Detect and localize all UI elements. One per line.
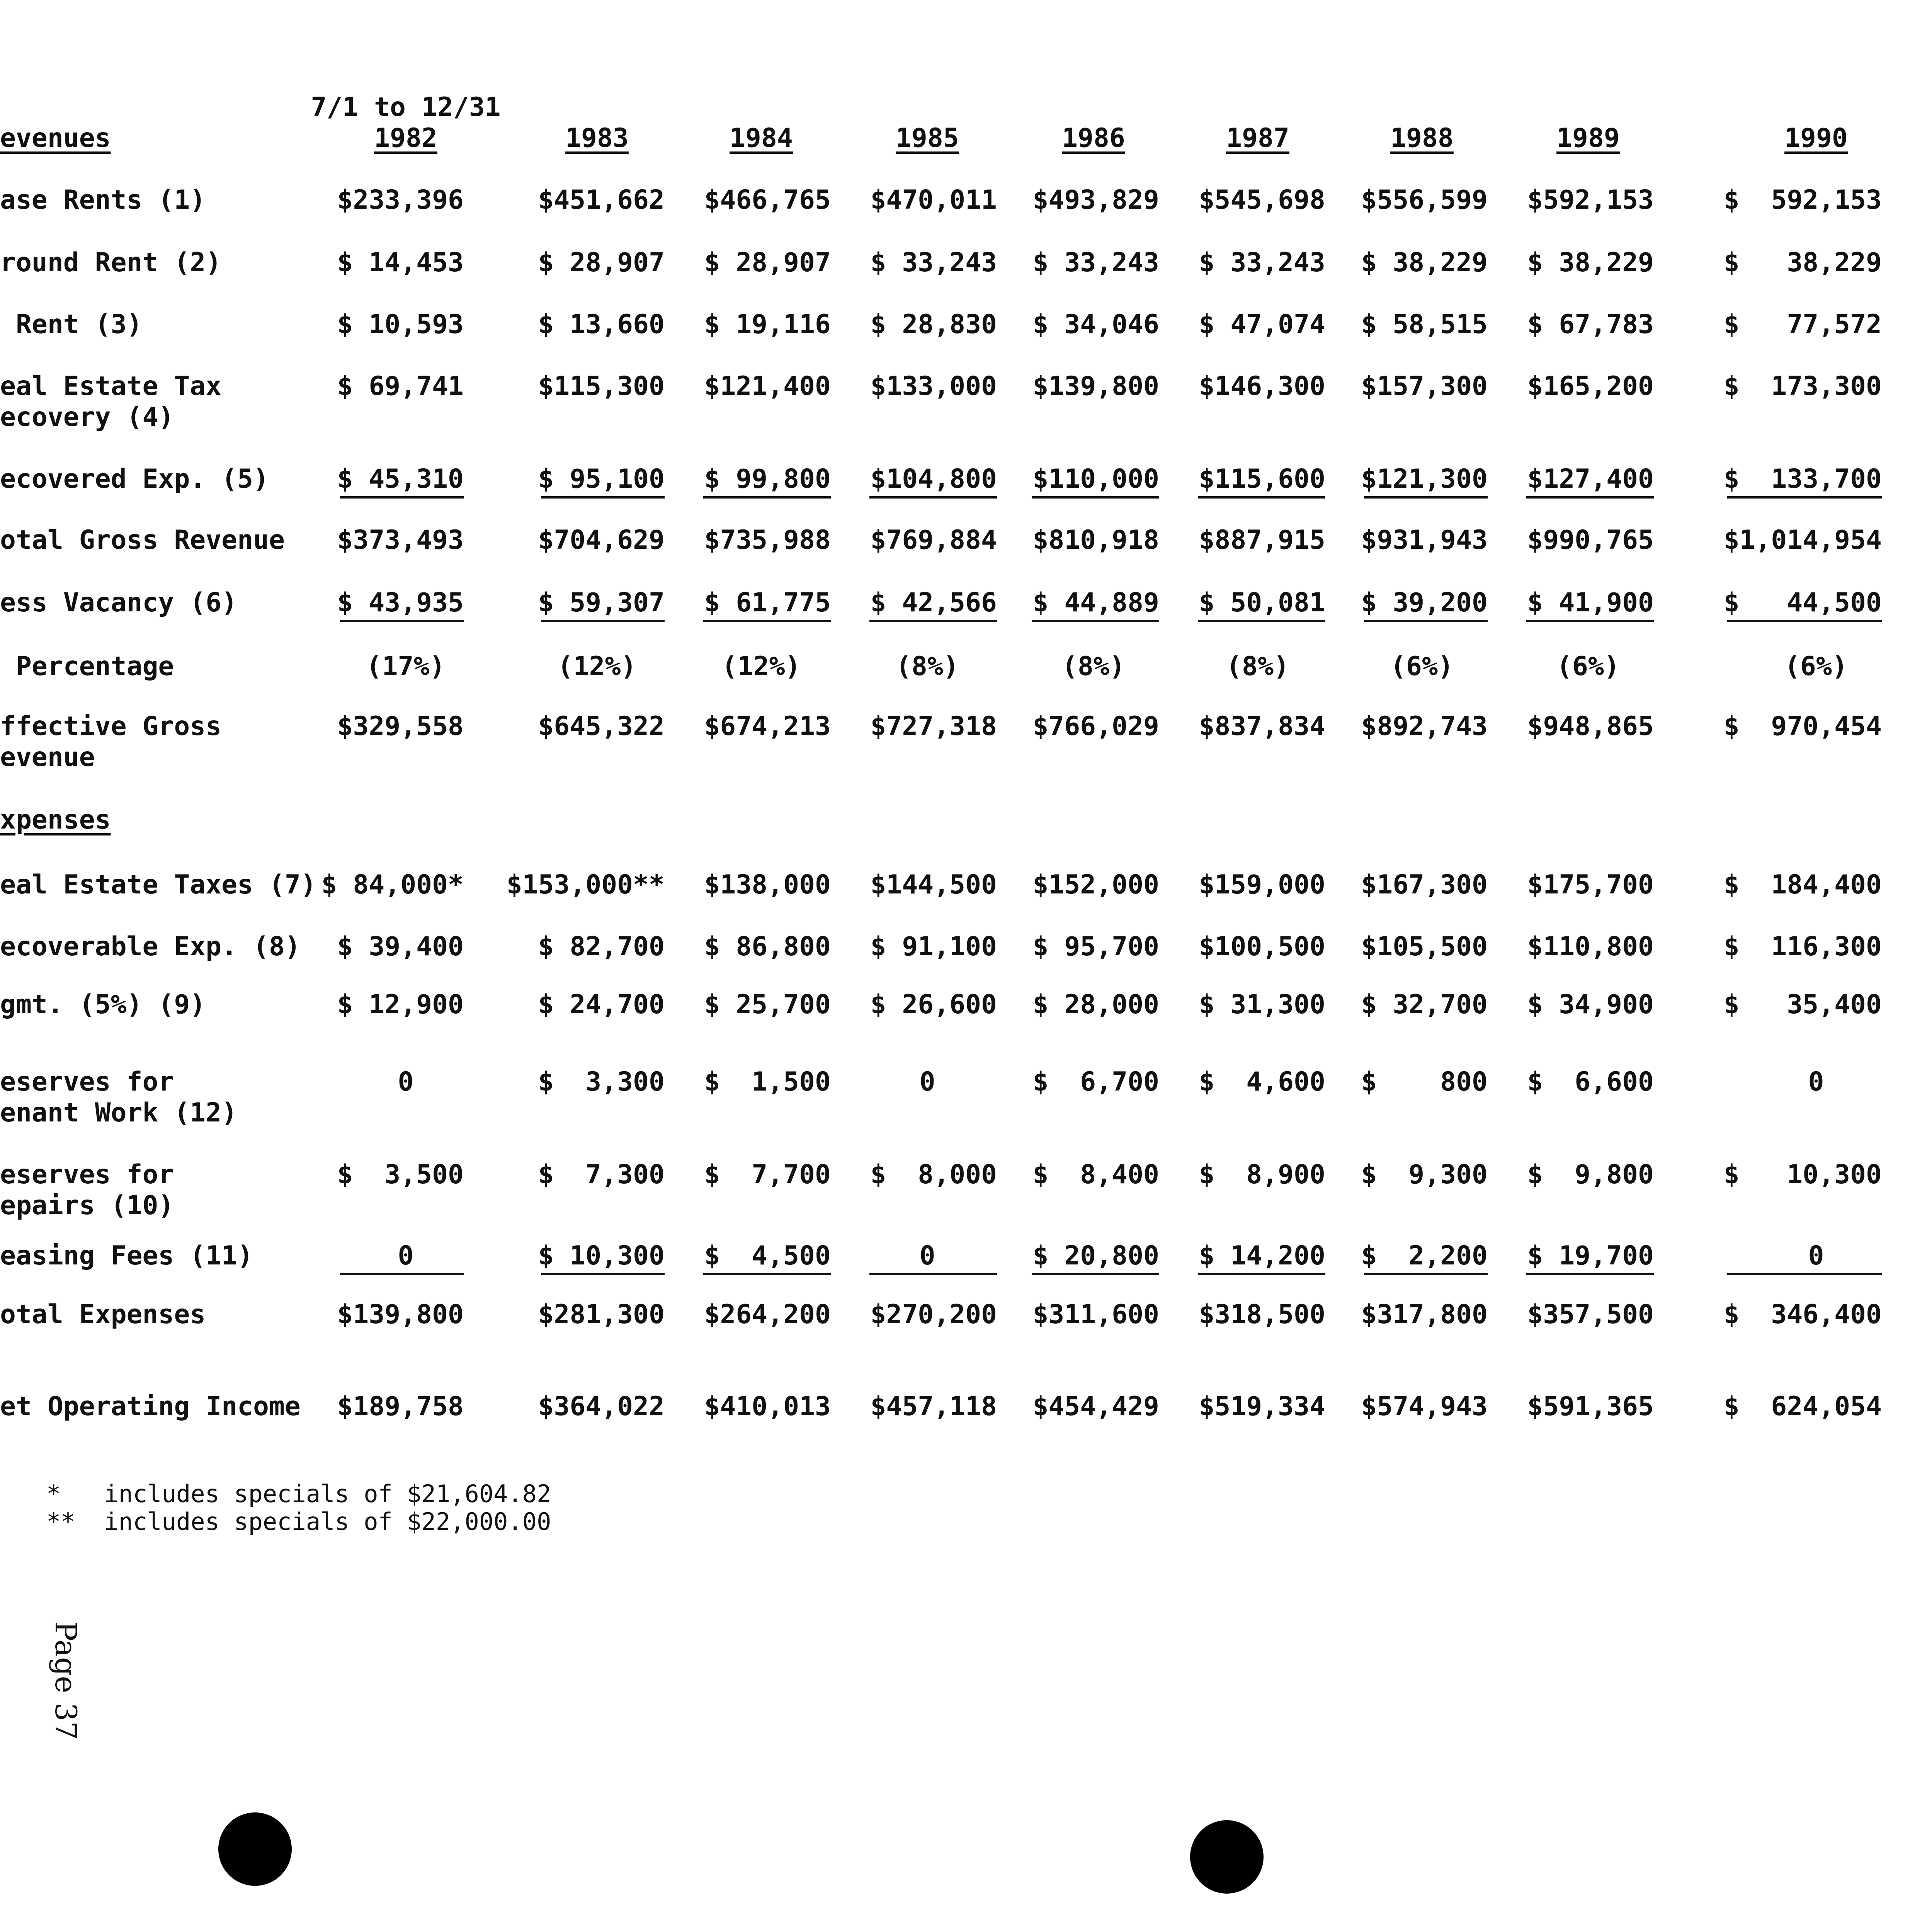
table-cell: $ 44,500 [1723, 587, 1882, 618]
table-cell: $887,915 [1199, 525, 1325, 555]
table-cell: $175,700 [1527, 870, 1654, 900]
table-cell: $ 95,100 [538, 464, 665, 494]
subtotal-rule [541, 496, 665, 499]
subtotal-rule [541, 1273, 665, 1275]
column-header-year: 1986 [1062, 123, 1125, 153]
table-cell: (8%) [1062, 651, 1125, 682]
table-cell: $373,493 [337, 525, 464, 555]
table-cell: $948,865 [1527, 711, 1654, 742]
table-cell: $727,318 [870, 711, 997, 742]
table-cell: $674,213 [704, 711, 831, 742]
binder-hole-left [218, 1812, 292, 1886]
table-cell: $ 14,200 [1199, 1240, 1325, 1271]
table-cell: $ 6,700 [1032, 1067, 1159, 1097]
table-cell: $ 28,907 [704, 247, 831, 278]
table-cell: $493,829 [1032, 185, 1159, 215]
table-cell: $ 31,300 [1199, 989, 1325, 1020]
table-cell: $592,153 [1527, 185, 1654, 215]
table-cell: $ 47,074 [1199, 309, 1325, 340]
table-cell: 0 [398, 1240, 414, 1271]
footnote-1: * includes specials of $21,604.82 [46, 1480, 551, 1508]
table-cell: $ 95,700 [1032, 931, 1159, 962]
table-cell: $115,300 [538, 371, 665, 402]
row-label: easing Fees (11) [0, 1240, 253, 1271]
table-cell: $ 33,243 [870, 247, 997, 278]
table-cell: $574,943 [1361, 1391, 1488, 1422]
table-cell: $ 3,500 [337, 1159, 464, 1190]
table-cell: $100,500 [1199, 931, 1325, 962]
table-cell: $ 32,700 [1361, 989, 1488, 1020]
table-cell: $311,600 [1032, 1299, 1159, 1330]
binder-hole-center [1190, 1820, 1264, 1894]
subtotal-rule [340, 496, 464, 499]
table-cell: $892,743 [1361, 711, 1488, 742]
table-cell: 0 [919, 1240, 935, 1271]
subtotal-rule [1364, 1273, 1488, 1275]
table-cell: 0 [1808, 1067, 1824, 1097]
table-cell: $264,200 [704, 1299, 831, 1330]
table-cell: $138,000 [704, 870, 831, 900]
row-label: otal Expenses [0, 1299, 206, 1330]
table-cell: $ 42,566 [870, 587, 997, 618]
table-cell: $ 38,229 [1527, 247, 1654, 278]
table-cell: $ 77,572 [1723, 309, 1882, 340]
table-cell: $ 67,783 [1527, 309, 1654, 340]
section-heading-revenues: evenues [0, 123, 111, 153]
subtotal-rule [1364, 620, 1488, 622]
table-cell: $ 14,453 [337, 247, 464, 278]
table-cell: $157,300 [1361, 371, 1488, 402]
table-cell: $ 43,935 [337, 587, 464, 618]
table-cell: $ 10,593 [337, 309, 464, 340]
table-cell: $270,200 [870, 1299, 997, 1330]
subtotal-rule [1198, 496, 1325, 499]
table-cell: $ 25,700 [704, 989, 831, 1020]
row-label: eal Estate Tax ecovery (4) [0, 371, 222, 432]
table-cell: $110,000 [1032, 464, 1159, 494]
subtotal-rule [1032, 620, 1159, 622]
table-cell: $ 7,300 [538, 1159, 665, 1190]
table-cell: $ 38,229 [1361, 247, 1488, 278]
table-cell: $410,013 [704, 1391, 831, 1422]
subtotal-rule [703, 1273, 831, 1275]
table-cell: $ 91,100 [870, 931, 997, 962]
column-header-year: 1988 [1390, 123, 1454, 153]
table-cell: $233,396 [337, 185, 464, 215]
footnote-2: ** includes specials of $22,000.00 [46, 1508, 551, 1536]
table-cell: $ 9,800 [1527, 1159, 1654, 1190]
row-label: eserves for epairs (10) [0, 1159, 174, 1221]
table-cell: $457,118 [870, 1391, 997, 1422]
table-cell: $ 39,400 [337, 931, 464, 962]
table-cell: $ 39,200 [1361, 587, 1488, 618]
row-label: round Rent (2) [0, 247, 222, 278]
column-header-year: 1982 [374, 123, 437, 153]
table-cell: $329,558 [337, 711, 464, 742]
table-cell: $ 44,889 [1032, 587, 1159, 618]
table-cell: $ 33,243 [1032, 247, 1159, 278]
table-cell: $105,500 [1361, 931, 1488, 962]
column-header-year: 1989 [1556, 123, 1620, 153]
subtotal-rule [340, 1273, 464, 1275]
subtotal-rule [869, 496, 997, 499]
row-label: ecoverable Exp. (8) [0, 931, 301, 962]
table-cell: $ 26,600 [870, 989, 997, 1020]
table-cell: $ 24,700 [538, 989, 665, 1020]
table-cell: $735,988 [704, 525, 831, 555]
table-cell: $ 1,500 [704, 1067, 831, 1097]
table-cell: (6%) [1556, 651, 1620, 682]
table-cell: $466,765 [704, 185, 831, 215]
table-cell: $545,698 [1199, 185, 1325, 215]
table-cell: $152,000 [1032, 870, 1159, 900]
table-cell: $ 45,310 [337, 464, 464, 494]
subtotal-rule [1727, 496, 1882, 499]
table-cell: $837,834 [1199, 711, 1325, 742]
row-label: Percentage [0, 651, 174, 682]
subtotal-rule [1198, 620, 1325, 622]
table-cell: 0 [398, 1067, 414, 1097]
subtotal-rule [1032, 1273, 1159, 1275]
subtotal-rule [703, 496, 831, 499]
column-header-year: 1990 [1784, 123, 1848, 153]
table-cell: $ 34,046 [1032, 309, 1159, 340]
table-cell: $165,200 [1527, 371, 1654, 402]
table-cell: 0 [919, 1067, 935, 1097]
table-cell: $ 8,000 [870, 1159, 997, 1190]
table-cell: $ 99,800 [704, 464, 831, 494]
table-cell: $ 13,660 [538, 309, 665, 340]
table-cell: $104,800 [870, 464, 997, 494]
subtotal-rule [541, 620, 665, 622]
table-cell: $470,011 [870, 185, 997, 215]
subtotal-rule [1364, 496, 1488, 499]
table-cell: $ 10,300 [1723, 1159, 1882, 1190]
table-cell: $ 33,243 [1199, 247, 1325, 278]
table-cell: $ 28,000 [1032, 989, 1159, 1020]
table-cell: (17%) [366, 651, 446, 682]
table-cell: 0 [1808, 1240, 1824, 1271]
table-cell: $ 8,900 [1199, 1159, 1325, 1190]
subtotal-rule [1727, 620, 1882, 622]
table-cell: (6%) [1390, 651, 1454, 682]
subtotal-rule [1727, 1273, 1882, 1275]
subtotal-rule [703, 620, 831, 622]
table-cell: $ 4,500 [704, 1240, 831, 1271]
table-cell: $ 346,400 [1723, 1299, 1882, 1330]
table-cell: $ 28,830 [870, 309, 997, 340]
row-label: Rent (3) [0, 309, 143, 340]
row-label: ess Vacancy (6) [0, 587, 238, 618]
table-cell: $ 19,116 [704, 309, 831, 340]
table-cell: $133,000 [870, 371, 997, 402]
table-cell: $ 84,000* [321, 870, 464, 900]
row-label: gmt. (5%) (9) [0, 989, 206, 1020]
table-cell: $121,300 [1361, 464, 1488, 494]
subtotal-rule [1526, 496, 1654, 499]
table-cell: $110,800 [1527, 931, 1654, 962]
table-cell: $ 35,400 [1723, 989, 1882, 1020]
row-label: otal Gross Revenue [0, 525, 285, 555]
table-cell: (12%) [721, 651, 801, 682]
table-cell: $ 59,307 [538, 587, 665, 618]
table-cell: $810,918 [1032, 525, 1159, 555]
table-cell: $556,599 [1361, 185, 1488, 215]
table-cell: $153,000** [506, 870, 665, 900]
table-cell: $ 61,775 [704, 587, 831, 618]
subtotal-rule [869, 1273, 997, 1275]
table-cell: $159,000 [1199, 870, 1325, 900]
table-cell: $ 12,900 [337, 989, 464, 1020]
row-label: ase Rents (1) [0, 185, 206, 215]
subtotal-rule [340, 620, 464, 622]
table-cell: $ 20,800 [1032, 1240, 1159, 1271]
table-cell: $769,884 [870, 525, 997, 555]
column-header-year: 1985 [896, 123, 959, 153]
table-cell: $357,500 [1527, 1299, 1654, 1330]
table-cell: (6%) [1784, 651, 1848, 682]
table-cell: $ 19,700 [1527, 1240, 1654, 1271]
column-header-year: 1987 [1226, 123, 1289, 153]
table-cell: $ 7,700 [704, 1159, 831, 1190]
table-cell: $127,400 [1527, 464, 1654, 494]
subtotal-rule [1032, 496, 1159, 499]
table-cell: $ 116,300 [1723, 931, 1882, 962]
table-cell: $ 38,229 [1723, 247, 1882, 278]
table-cell: $704,629 [538, 525, 665, 555]
table-cell: $519,334 [1199, 1391, 1325, 1422]
subtotal-rule [1526, 620, 1654, 622]
column-header-year: 1984 [730, 123, 793, 153]
table-cell: $ 2,200 [1361, 1240, 1488, 1271]
table-cell: $ 69,741 [337, 371, 464, 402]
table-cell: $ 28,907 [538, 247, 665, 278]
table-cell: $ 800 [1361, 1067, 1488, 1097]
table-cell: $146,300 [1199, 371, 1325, 402]
table-cell: $ 970,454 [1723, 711, 1882, 742]
subtotal-rule [1526, 1273, 1654, 1275]
table-cell: $931,943 [1361, 525, 1488, 555]
table-cell: $ 624,054 [1723, 1391, 1882, 1422]
table-cell: $990,765 [1527, 525, 1654, 555]
row-label: eal Estate Taxes (7) [0, 870, 316, 900]
table-cell: $1,014,954 [1723, 525, 1882, 555]
table-cell: $139,800 [1032, 371, 1159, 402]
table-cell: (8%) [1226, 651, 1289, 682]
table-cell: $454,429 [1032, 1391, 1159, 1422]
table-cell: $ 3,300 [538, 1067, 665, 1097]
table-cell: $766,029 [1032, 711, 1159, 742]
table-cell: $189,758 [337, 1391, 464, 1422]
table-cell: (8%) [896, 651, 959, 682]
table-cell: $139,800 [337, 1299, 464, 1330]
table-cell: $ 9,300 [1361, 1159, 1488, 1190]
section-heading-expenses: xpenses [0, 805, 111, 835]
column-header-year: 1983 [565, 123, 629, 153]
row-label: eserves for enant Work (12) [0, 1067, 238, 1128]
table-cell: $ 34,900 [1527, 989, 1654, 1020]
table-cell: $ 592,153 [1723, 185, 1882, 215]
page-number: Page 37 [49, 1621, 83, 1740]
table-cell: $ 184,400 [1723, 870, 1882, 900]
table-cell: $364,022 [538, 1391, 665, 1422]
table-cell: $ 6,600 [1527, 1067, 1654, 1097]
row-label: ffective Gross evenue [0, 711, 222, 773]
table-cell: $645,322 [538, 711, 665, 742]
row-label: ecovered Exp. (5) [0, 464, 269, 494]
table-cell: $ 41,900 [1527, 587, 1654, 618]
subtotal-rule [1198, 1273, 1325, 1275]
table-cell: $318,500 [1199, 1299, 1325, 1330]
table-cell: $167,300 [1361, 870, 1488, 900]
table-cell: $451,662 [538, 185, 665, 215]
table-cell: $115,600 [1199, 464, 1325, 494]
table-cell: $ 4,600 [1199, 1067, 1325, 1097]
table-cell: $ 8,400 [1032, 1159, 1159, 1190]
table-cell: (12%) [557, 651, 637, 682]
column-header-period: 7/1 to 12/31 [311, 92, 501, 123]
table-cell: $317,800 [1361, 1299, 1488, 1330]
table-cell: $ 82,700 [538, 931, 665, 962]
row-label: et Operating Income [0, 1391, 301, 1422]
table-cell: $ 50,081 [1199, 587, 1325, 618]
table-cell: $ 133,700 [1723, 464, 1882, 494]
table-cell: $121,400 [704, 371, 831, 402]
table-cell: $ 86,800 [704, 931, 831, 962]
table-cell: $144,500 [870, 870, 997, 900]
table-cell: $591,365 [1527, 1391, 1654, 1422]
table-cell: $ 173,300 [1723, 371, 1882, 402]
table-cell: $ 58,515 [1361, 309, 1488, 340]
subtotal-rule [869, 620, 997, 622]
table-cell: $281,300 [538, 1299, 665, 1330]
table-cell: $ 10,300 [538, 1240, 665, 1271]
